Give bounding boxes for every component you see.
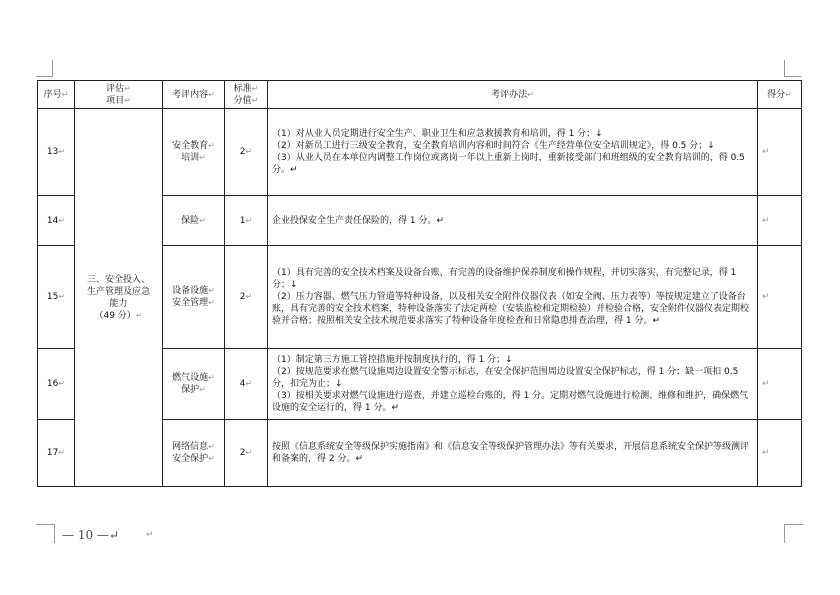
row-score: ↵ [758,196,802,246]
header-method: 考评办法↵ [268,81,758,109]
header-score: 得分↵ [758,81,802,109]
row-seq: 16↵ [38,349,75,420]
row-content: 网络信息↵ 安全保护↵ [163,420,225,487]
row-method: （1）具有完善的安全技术档案及设备台账，有完善的设备维护保养制度和操作规程，并切实落实，有完整记录，得 1 分；↓ （2）压力容器、燃气压力管道等特种设备，以及相关安全附件仪器仪表（如安全阀、压力表等）等按规定建立了设备台账，具有完善的安全技术档案，特种设备落实了法定两检（安装监检和定期检验）并检验合格，安全附件仪器仪表定期校验并合格；按照相关安全技术规范要求落实了特种设备年度检查和日常隐患排查治理，得 1 分。↵ [268,246,758,349]
header-seq: 序号↵ [38,81,75,109]
category-cell: 三、安全投入、 生产管理及应急 能力 （49 分）↵ [75,109,163,487]
row-content: 安全教育↵ 培训↵ [163,109,225,196]
row-seq: 15↵ [38,246,75,349]
row-seq: 17↵ [38,420,75,487]
row-seq: 14↵ [38,196,75,246]
header-standard-score: 标准↵ 分值↵ [225,81,268,109]
header-row [38,81,802,109]
row-score: ↵ [758,109,802,196]
row-standard: 2↵ [225,109,268,196]
row-standard: 2↵ [225,420,268,487]
row-method: 企业投保安全生产责任保险的，得 1 分。↵ [268,196,758,246]
crop-mark-bottom-left [36,524,55,543]
header-item: 评估↵ 项目↵ [75,81,163,109]
row-seq: 13↵ [38,109,75,196]
row-score: ↵ [758,349,802,420]
evaluation-table [37,80,802,487]
header-content: 考评内容↵ [163,81,225,109]
row-standard: 1↵ [225,196,268,246]
row-method: （1）对从业人员定期进行安全生产、职业卫生和应急救援教育和培训，得 1 分；↓ （2）对新员工进行三级安全教育，安全教育培训内容和时间符合《生产经营单位安全培训规定》，得 0.5 分；↓ （3）从业人员在本单位内调整工作岗位或离岗一年以上重新上岗时，重新接受部门和班组级的安全教育培训的，得 0.5 分。↵ [268,109,758,196]
row-score: ↵ [758,246,802,349]
paragraph-mark: ↵ [146,530,154,540]
row-standard: 4↵ [225,349,268,420]
row-content: 燃气设施↵ 保护↵ [163,349,225,420]
page-number: — 10 —↵ [62,528,119,542]
row-score: ↵ [758,420,802,487]
crop-mark-top-right [784,60,801,77]
row-content: 设备设施↵ 安全管理↵ [163,246,225,349]
row-standard: 2↵ [225,246,268,349]
table-row [38,109,802,196]
row-method: 按照《信息系统安全等级保护实施指南》和《信息安全等级保护管理办法》等有关要求，开展信息系统安全保护等级测评和备案的，得 2 分。↵ [268,420,758,487]
row-content: 保险↵ [163,196,225,246]
crop-mark-top-left [36,60,53,77]
crop-mark-bottom-right [784,524,803,543]
row-method: （1）制定第三方施工管控措施并按制度执行的，得 1 分；↓ （2）按规范要求在燃气设施周边设置安全警示标志，在安全保护范围周边设置安全保护标志，得 1 分；缺一项扣 0.5 分，扣完为止；↓ （3）按相关要求对燃气设施进行巡查，并建立巡检台账的，得 1 分。定期对燃气设施进行检测、维修和维护，确保燃气设施的安全运行的，得 1 分。↵ [268,349,758,420]
